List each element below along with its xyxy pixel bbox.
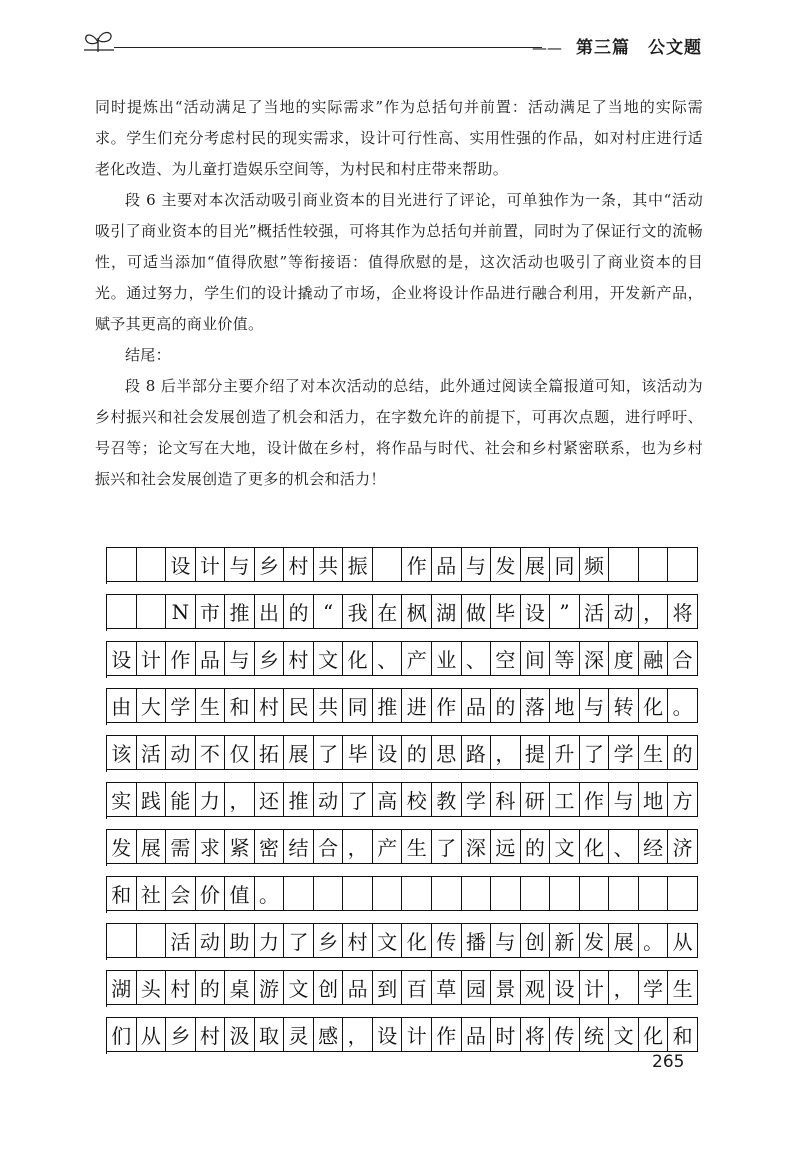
grid-cell: 社 [137, 876, 167, 911]
running-header [82, 28, 702, 60]
grid-cell: 计 [402, 1017, 432, 1052]
grid-row [106, 782, 698, 819]
grid-cell: 文 [609, 1017, 639, 1052]
grid-cell: 的 [521, 829, 551, 864]
grid-cell [107, 594, 137, 629]
grid-cell: 空 [491, 641, 521, 676]
grid-cell [521, 876, 551, 911]
section-title: 第三篇 公文题 [576, 38, 702, 58]
grid-cell: 展 [521, 547, 551, 582]
grid-cell [462, 876, 492, 911]
grid-cell: 播 [462, 923, 492, 958]
grid-cell: 研 [521, 782, 551, 817]
grid-cell: 的 [284, 594, 314, 629]
grid-cell: 发 [580, 923, 610, 958]
grid-cell [609, 547, 639, 582]
grid-cell: 不 [196, 735, 226, 770]
grid-cell: 做 [462, 594, 492, 629]
grid-cell: 高 [373, 782, 403, 817]
grid-cell [639, 876, 669, 911]
grid-cell: 、 [462, 641, 492, 676]
grid-cell: 助 [225, 923, 255, 958]
grid-cell: 设 [166, 547, 196, 582]
grid-cell: 实 [107, 782, 137, 817]
grid-cell: 设 [550, 970, 580, 1005]
grid-cell: 产 [373, 829, 403, 864]
grid-cell: 济 [668, 829, 698, 864]
grid-cell: 学 [639, 970, 669, 1005]
grid-cell: 拓 [255, 735, 285, 770]
grid-cell: 同 [343, 688, 373, 723]
grid-row [106, 735, 698, 772]
grid-cell: 转 [609, 688, 639, 723]
grid-cell [314, 876, 344, 911]
grid-cell: 发 [491, 547, 521, 582]
grid-cell: 游 [255, 970, 285, 1005]
grid-cell: 桌 [225, 970, 255, 1005]
grid-cell: 村 [166, 970, 196, 1005]
grid-cell [373, 547, 403, 582]
grid-cell: 需 [166, 829, 196, 864]
grid-cell [107, 547, 137, 582]
grid-cell: 化 [402, 923, 432, 958]
grid-cell: 会 [166, 876, 196, 911]
grid-cell: 动 [314, 782, 344, 817]
grid-cell: 时 [491, 1017, 521, 1052]
grid-row [106, 876, 698, 913]
grid-cell: 动 [196, 923, 226, 958]
grid-row [106, 641, 698, 678]
grid-cell: 该 [107, 735, 137, 770]
grid-cell: 新 [550, 923, 580, 958]
grid-cell: 结 [284, 829, 314, 864]
grid-cell: 枫 [402, 594, 432, 629]
grid-cell [343, 876, 373, 911]
grid-cell: 百 [402, 970, 432, 1005]
grid-cell: 取 [255, 1017, 285, 1052]
grid-cell [580, 876, 610, 911]
grid-cell: 推 [373, 688, 403, 723]
grid-cell: 展 [137, 829, 167, 864]
grid-cell: 村 [255, 688, 285, 723]
grid-cell: 共 [314, 688, 344, 723]
grid-cell [668, 547, 698, 582]
grid-cell: “ [314, 594, 344, 629]
grid-cell: 创 [521, 923, 551, 958]
grid-cell: 生 [668, 970, 698, 1005]
grid-cell: 同 [550, 547, 580, 582]
grid-cell: 到 [373, 970, 403, 1005]
grid-cell: 品 [432, 547, 462, 582]
grid-cell: 品 [343, 970, 373, 1005]
grid-cell [284, 876, 314, 911]
grid-cell: 经 [639, 829, 669, 864]
grid-cell: 紧 [225, 829, 255, 864]
grid-cell: 活 [580, 594, 610, 629]
grid-cell: 化 [639, 688, 669, 723]
grid-cell: 将 [668, 594, 698, 629]
grid-cell [137, 547, 167, 582]
grid-cell: 头 [137, 970, 167, 1005]
grid-cell: 化 [343, 641, 373, 676]
grid-cell: 路 [462, 735, 492, 770]
grid-cell: 力 [196, 782, 226, 817]
grid-cell: 湖 [432, 594, 462, 629]
grid-cell: 出 [255, 594, 285, 629]
grid-cell: 的 [491, 688, 521, 723]
grid-cell: 度 [609, 641, 639, 676]
grid-cell: 乡 [314, 923, 344, 958]
grid-cell: 作 [166, 641, 196, 676]
grid-cell: 民 [284, 688, 314, 723]
grid-cell: 品 [462, 688, 492, 723]
grid-cell: 展 [609, 923, 639, 958]
grid-cell: 作 [432, 688, 462, 723]
grid-cell: 学 [462, 782, 492, 817]
grid-cell: 村 [343, 923, 373, 958]
grid-cell: 共 [314, 547, 344, 582]
grid-cell: 了 [284, 923, 314, 958]
grid-cell: 深 [462, 829, 492, 864]
grid-cell [432, 876, 462, 911]
grid-cell: 动 [609, 594, 639, 629]
grid-cell: 文 [550, 829, 580, 864]
grid-cell: 合 [668, 641, 698, 676]
paragraph: 同时提炼出“活动满足了当地的实际需求”作为总括句并前置：活动满足了当地的实际需求。学生们充分考虑村民的现实需求，设计可行性高、实用性强的作品，如对村庄进行适老化改造、为儿童打造娱乐空间等，为村民和村庄带来帮助。 [95, 98, 703, 178]
grid-cell: 科 [491, 782, 521, 817]
grid-cell: 传 [432, 923, 462, 958]
grid-row [106, 923, 698, 960]
grid-cell: 计 [137, 641, 167, 676]
grid-cell: 践 [137, 782, 167, 817]
grid-row [106, 688, 698, 725]
grid-cell: 乡 [166, 1017, 196, 1052]
grid-cell: 价 [196, 876, 226, 911]
grid-cell: 频 [580, 547, 610, 582]
grid-cell: 生 [402, 829, 432, 864]
grid-cell: 品 [196, 641, 226, 676]
grid-cell: 们 [107, 1017, 137, 1052]
grid-cell: 落 [521, 688, 551, 723]
grid-cell: 设 [107, 641, 137, 676]
grid-cell: 与 [225, 547, 255, 582]
grid-cell: ， [343, 1017, 373, 1052]
grid-cell: N [166, 594, 196, 629]
grid-row [106, 1017, 698, 1054]
grid-cell: 工 [550, 782, 580, 817]
grid-cell: 村 [284, 641, 314, 676]
grid-cell: 思 [432, 735, 462, 770]
grid-cell: 了 [314, 735, 344, 770]
grid-cell: 还 [255, 782, 285, 817]
grid-cell: 化 [639, 1017, 669, 1052]
grid-cell: 作 [432, 1017, 462, 1052]
grid-cell: 的 [668, 735, 698, 770]
grid-cell [402, 876, 432, 911]
grid-cell: 远 [491, 829, 521, 864]
grid-row [106, 547, 698, 584]
grid-cell: 了 [432, 829, 462, 864]
grid-cell: 我 [343, 594, 373, 629]
grid-cell: 品 [462, 1017, 492, 1052]
grid-cell: 推 [225, 594, 255, 629]
grid-cell: 传 [550, 1017, 580, 1052]
grid-cell: 灵 [284, 1017, 314, 1052]
grid-cell: 。 [668, 688, 698, 723]
grid-cell: ， [343, 829, 373, 864]
grid-cell: 发 [107, 829, 137, 864]
grid-cell: 从 [137, 1017, 167, 1052]
grid-cell: 和 [225, 688, 255, 723]
grid-cell: 由 [107, 688, 137, 723]
grid-cell: ， [491, 735, 521, 770]
grid-cell: 。 [255, 876, 285, 911]
grid-cell [137, 594, 167, 629]
header-dash: —— [532, 39, 562, 57]
grid-cell: 方 [668, 782, 698, 817]
grid-cell: 生 [639, 735, 669, 770]
grid-cell: 计 [196, 547, 226, 582]
grid-cell: 设 [373, 1017, 403, 1052]
grid-cell: 展 [284, 735, 314, 770]
grid-cell [373, 876, 403, 911]
grid-cell: 文 [373, 923, 403, 958]
grid-cell: 毕 [491, 594, 521, 629]
grid-cell: 与 [609, 782, 639, 817]
grid-cell: 了 [580, 735, 610, 770]
grid-cell: 与 [580, 688, 610, 723]
grid-cell: 作 [402, 547, 432, 582]
grid-cell: 升 [550, 735, 580, 770]
grid-cell: 的 [402, 735, 432, 770]
grid-cell: 创 [314, 970, 344, 1005]
grid-cell: 教 [432, 782, 462, 817]
grid-cell: 设 [521, 594, 551, 629]
grid-cell: 统 [580, 1017, 610, 1052]
page-number: 265 [652, 1052, 685, 1072]
grid-cell: 湖 [107, 970, 137, 1005]
grid-cell: 大 [137, 688, 167, 723]
grid-cell: 与 [225, 641, 255, 676]
grid-cell: 感 [314, 1017, 344, 1052]
grid-cell: 地 [639, 782, 669, 817]
grid-cell: 乡 [255, 547, 285, 582]
grid-cell: 等 [550, 641, 580, 676]
grid-cell: 振 [343, 547, 373, 582]
grid-cell: 业 [432, 641, 462, 676]
grid-cell [107, 923, 137, 958]
grid-cell: 地 [550, 688, 580, 723]
grid-cell: 和 [668, 1017, 698, 1052]
grid-cell: 景 [491, 970, 521, 1005]
grid-row [106, 829, 698, 866]
grid-cell: 密 [255, 829, 285, 864]
grid-cell [137, 923, 167, 958]
grid-cell: 观 [521, 970, 551, 1005]
answer-grid [106, 547, 698, 1064]
grid-cell: 学 [166, 688, 196, 723]
grid-cell: 仅 [225, 735, 255, 770]
leaf-sprout-icon [82, 28, 114, 54]
grid-cell: 合 [314, 829, 344, 864]
grid-cell: 草 [432, 970, 462, 1005]
grid-cell: 求 [196, 829, 226, 864]
grid-cell: 动 [166, 735, 196, 770]
grid-cell: ” [550, 594, 580, 629]
grid-cell: 村 [284, 547, 314, 582]
grid-cell: 毕 [343, 735, 373, 770]
grid-cell: 进 [402, 688, 432, 723]
grid-cell: 与 [491, 923, 521, 958]
grid-cell: 校 [402, 782, 432, 817]
grid-cell: 推 [284, 782, 314, 817]
grid-cell: 了 [343, 782, 373, 817]
grid-cell: 从 [668, 923, 698, 958]
header-rule [114, 47, 542, 48]
grid-cell: 设 [373, 735, 403, 770]
grid-cell: 将 [521, 1017, 551, 1052]
grid-cell: 。 [639, 923, 669, 958]
grid-cell: 间 [521, 641, 551, 676]
grid-cell [609, 876, 639, 911]
grid-cell: 市 [196, 594, 226, 629]
grid-cell: 生 [196, 688, 226, 723]
paragraph: 段 6 主要对本次活动吸引商业资本的目光进行了评论，可单独作为一条，其中“活动吸引了商业资本的目光”概括性较强，可将其作为总括句并前置，同时为了保证行文的流畅性，可适当添加“值得欣慰”等衔接语：值得欣慰的是，这次活动也吸引了商业资本的目光。通过努力，学生们的设计撬动了市场，企业将设计作品进行融合利用，开发新产品，赋予其更高的商业价值。 [95, 191, 703, 333]
grid-cell: ， [639, 594, 669, 629]
grid-cell: 乡 [255, 641, 285, 676]
grid-cell [550, 876, 580, 911]
grid-cell: 与 [462, 547, 492, 582]
grid-row [106, 594, 698, 631]
grid-cell: 化 [580, 829, 610, 864]
grid-cell: 提 [521, 735, 551, 770]
grid-cell: 值 [225, 876, 255, 911]
grid-cell: 能 [166, 782, 196, 817]
grid-cell: 力 [255, 923, 285, 958]
grid-cell: 文 [314, 641, 344, 676]
grid-cell [668, 876, 698, 911]
grid-cell: 深 [580, 641, 610, 676]
grid-cell: 融 [639, 641, 669, 676]
paragraph: 结尾： [125, 346, 171, 364]
grid-cell: 园 [462, 970, 492, 1005]
grid-cell: 计 [580, 970, 610, 1005]
grid-row [106, 970, 698, 1007]
grid-cell: 、 [609, 829, 639, 864]
paragraph: 段 8 后半部分主要介绍了对本次活动的总结，此外通过阅读全篇报道可知，该活动为乡村振兴和社会发展创造了机会和活力，在字数允许的前提下，可再次点题，进行呼吁、号召等；论文写在大地，设计做在乡村，将作品与时代、社会和乡村紧密联系，也为乡村振兴和社会发展创造了更多的机会和活力！ [95, 377, 703, 488]
grid-cell: ， [609, 970, 639, 1005]
grid-cell: 村 [196, 1017, 226, 1052]
grid-cell: 的 [196, 970, 226, 1005]
grid-cell: 文 [284, 970, 314, 1005]
grid-cell: 和 [107, 876, 137, 911]
grid-cell: 作 [580, 782, 610, 817]
grid-cell: ， [225, 782, 255, 817]
grid-cell: 汲 [225, 1017, 255, 1052]
grid-cell: 、 [373, 641, 403, 676]
grid-cell: 学 [609, 735, 639, 770]
body-text [95, 92, 703, 495]
grid-cell: 活 [166, 923, 196, 958]
grid-cell [491, 876, 521, 911]
grid-cell: 在 [373, 594, 403, 629]
grid-cell [639, 547, 669, 582]
grid-cell: 产 [402, 641, 432, 676]
grid-cell: 活 [137, 735, 167, 770]
